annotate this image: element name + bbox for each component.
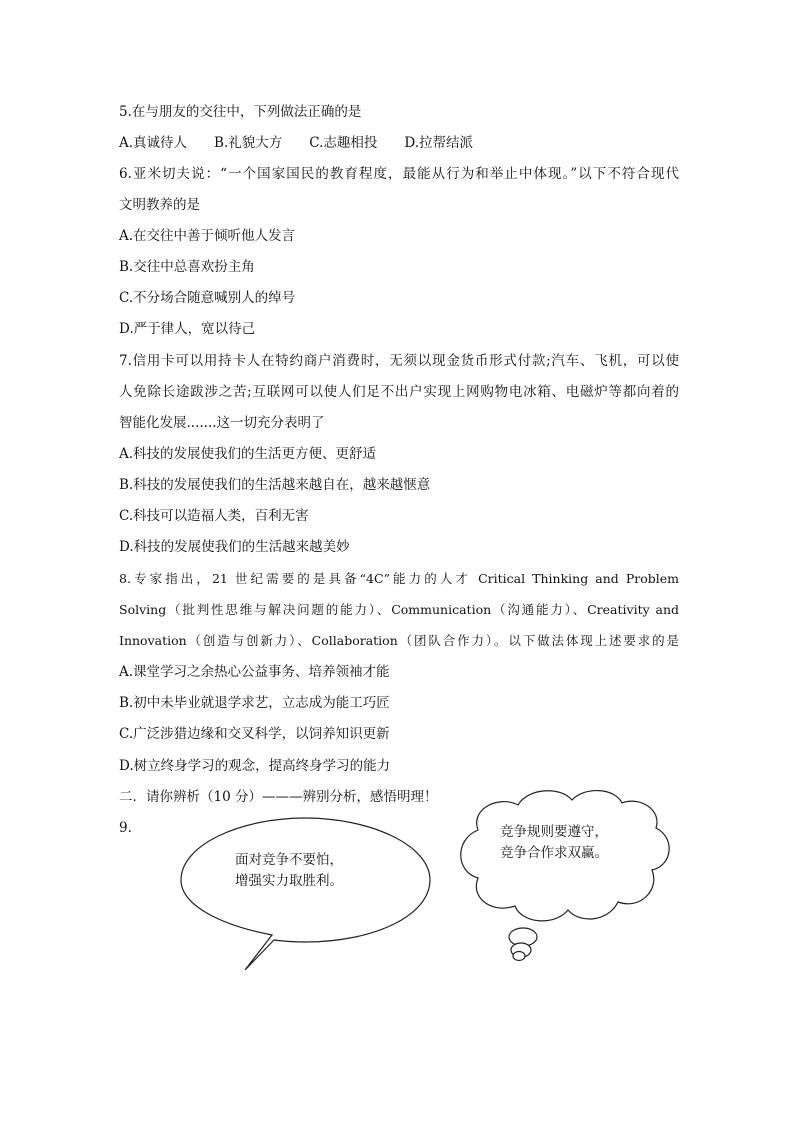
thought-bubble-line-1: 竞争规则要遵守， [500,824,608,840]
q6-option-c: C.不分场合随意喊别人的绰号 [119,290,296,306]
q6-option-d: D.严于律人，宽以待己 [119,321,256,337]
q6-option-b: B.交往中总喜欢扮主角 [119,259,255,275]
q7-stem-line-1: 7.信用卡可以用持卡人在特约商户消费时，无须以现金货币形式付款;汽车、飞机，可以使 [119,353,679,369]
q8-option-d: D.树立终身学习的观念，提高终身学习的能力 [119,758,391,774]
q7-option-d: D.科技的发展使我们的生活越来越美妙 [119,539,350,555]
q5-options: A.真诚待人 B.礼貌大方 C.志趣相投 D.拉帮结派 [119,135,474,151]
q7-option-b: B.科技的发展使我们的生活越来越自在，越来越惬意 [119,477,431,493]
q7-stem-line-3: 智能化发展.......这一切充分表明了 [119,415,325,431]
section-2-title: 二．请你辨析（10 分）———辨别分析，感悟明理！ [119,789,438,805]
q7-stem-line-2: 人免除长途跋涉之苦;互联网可以使人们足不出户实现上网购物电冰箱、电磁炉等都向着的 [119,384,679,400]
q8-option-c: C.广泛涉猎边缘和交叉科学，以饲养知识更新 [119,726,390,742]
q7-option-a: A.科技的发展使我们的生活更方便、更舒适 [119,446,377,462]
speech-bubble-line-2: 增强实力取胜利。 [235,873,343,889]
thought-dot-small [513,952,525,961]
q8-option-b: B.初中未毕业就退学求艺，立志成为能工巧匠 [119,695,390,711]
q8-stem-line-3: Innovation（创造与创新力）、Collaboration（团队合作力）。以下做法体现上述要求的是 [119,633,679,648]
q8-stem-line-2: Solving（批判性思维与解决问题的能力）、Communication（沟通能力）、Creativity and [119,602,679,617]
q9-number: 9. [119,820,132,836]
q6-stem-line-1: 6.亚米切夫说：“一个国家国民的教育程度，最能从行为和举止中体现。”以下不符合现代 [119,166,679,182]
q5-stem: 5.在与朋友的交往中，下列做法正确的是 [119,104,362,120]
q8-stem-line-1: 8.专家指出，21 世纪需要的是具备“4C”能力的人才 Critical Thinking and Problem [119,571,679,586]
q6-option-a: A.在交往中善于倾听他人发言 [119,228,296,244]
speech-bubble-line-1: 面对竞争不要怕， [235,852,343,868]
q6-stem-line-2: 文明教养的是 [119,197,200,213]
thought-bubble-line-2: 竞争合作求双赢。 [500,845,608,861]
speech-bubble [181,818,430,970]
q8-option-a: A.课堂学习之余热心公益事务、培养领袖才能 [119,664,390,680]
q7-option-c: C.科技可以造福人类，百利无害 [119,508,309,524]
